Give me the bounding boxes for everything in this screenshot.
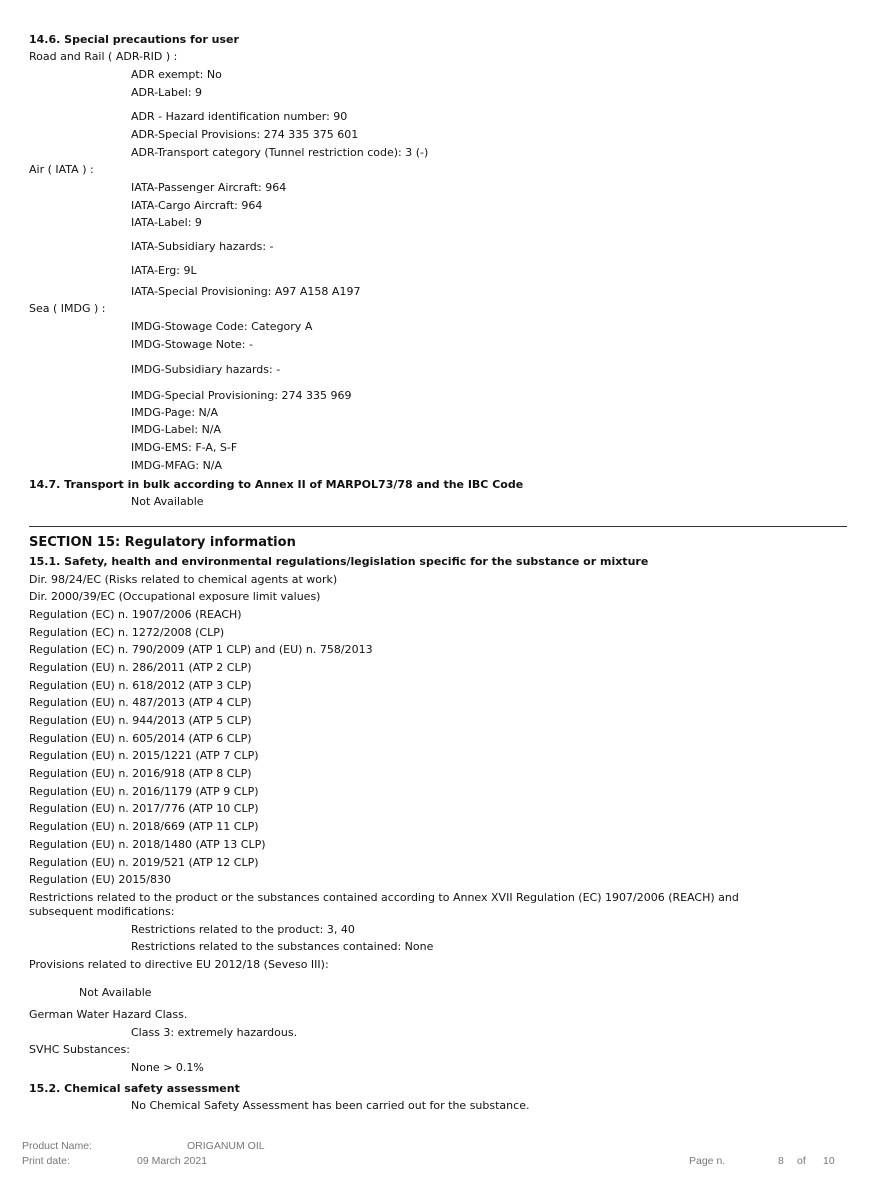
footer-print-label: Print date: bbox=[22, 1155, 70, 1167]
imdg-mfag: IMDG-MFAG: N/A bbox=[131, 459, 223, 472]
section-15-1-title: 15.1. Safety, health and environmental regulations/legislation specific for the substance or mixture bbox=[29, 555, 649, 568]
svhc-label: SVHC Substances: bbox=[29, 1043, 130, 1056]
section-14-7-title: 14.7. Transport in bulk according to Annex II of MARPOL73/78 and the IBC Code bbox=[29, 478, 524, 491]
iata-passenger: IATA-Passenger Aircraft: 964 bbox=[131, 181, 287, 194]
regulation-item: Regulation (EU) n. 618/2012 (ATP 3 CLP) bbox=[29, 679, 252, 692]
regulation-item: Regulation (EU) n. 286/2011 (ATP 2 CLP) bbox=[29, 661, 252, 674]
section-14-7-value: Not Available bbox=[131, 495, 204, 508]
imdg-stowage-note: IMDG-Stowage Note: - bbox=[131, 338, 253, 351]
footer-page-total: 10 bbox=[823, 1155, 835, 1167]
imdg-stowage-code: IMDG-Stowage Code: Category A bbox=[131, 320, 313, 333]
regulation-item: Regulation (EC) n. 790/2009 (ATP 1 CLP) and (EU) n. 758/2013 bbox=[29, 643, 373, 656]
water-hazard-value: Class 3: extremely hazardous. bbox=[131, 1026, 298, 1039]
regulation-item: Regulation (EU) n. 2017/776 (ATP 10 CLP) bbox=[29, 802, 259, 815]
restrictions-text: Restrictions related to the product or the substances contained according to Annex XVII Regulation (EC) 1907/2006 (REACH) and bbox=[29, 891, 739, 904]
regulation-item: Dir. 2000/39/EC (Occupational exposure limit values) bbox=[29, 590, 321, 603]
footer-page-of: of bbox=[797, 1155, 806, 1167]
restrictions-text-cont: subsequent modifications: bbox=[29, 905, 175, 918]
road-rail-label: Road and Rail ( ADR-RID ) : bbox=[29, 50, 178, 63]
adr-label: ADR-Label: 9 bbox=[131, 86, 203, 99]
regulation-item: Regulation (EC) n. 1907/2006 (REACH) bbox=[29, 608, 242, 621]
footer-page-current: 8 bbox=[778, 1155, 784, 1167]
regulation-item: Regulation (EU) n. 2019/521 (ATP 12 CLP) bbox=[29, 856, 259, 869]
footer-page-label: Page n. bbox=[689, 1155, 726, 1167]
iata-special-provisioning: IATA-Special Provisioning: A97 A158 A197 bbox=[131, 285, 361, 298]
svhc-value: None > 0.1% bbox=[131, 1061, 204, 1074]
regulation-item: Regulation (EU) n. 2018/669 (ATP 11 CLP) bbox=[29, 820, 259, 833]
section-15-2-value: No Chemical Safety Assessment has been carried out for the substance. bbox=[131, 1099, 530, 1112]
footer-product-value: ORIGANUM OIL bbox=[187, 1140, 265, 1152]
regulation-item: Regulation (EU) n. 2016/918 (ATP 8 CLP) bbox=[29, 767, 252, 780]
regulation-item: Regulation (EU) n. 944/2013 (ATP 5 CLP) bbox=[29, 714, 252, 727]
imdg-ems: IMDG-EMS: F-A, S-F bbox=[131, 441, 238, 454]
seveso-label: Provisions related to directive EU 2012/18 (Seveso III): bbox=[29, 958, 329, 971]
section-15-title: SECTION 15: Regulatory information bbox=[29, 535, 296, 550]
regulation-item: Regulation (EU) n. 2018/1480 (ATP 13 CLP) bbox=[29, 838, 266, 851]
adr-hazard-id: ADR - Hazard identification number: 90 bbox=[131, 110, 348, 123]
iata-label: IATA-Label: 9 bbox=[131, 216, 202, 229]
regulation-item: Regulation (EU) n. 605/2014 (ATP 6 CLP) bbox=[29, 732, 252, 745]
regulation-item: Regulation (EU) n. 487/2013 (ATP 4 CLP) bbox=[29, 696, 252, 709]
regulation-item: Regulation (EC) n. 1272/2008 (CLP) bbox=[29, 626, 225, 639]
adr-transport-category: ADR-Transport category (Tunnel restriction code): 3 (-) bbox=[131, 146, 429, 159]
iata-erg: IATA-Erg: 9L bbox=[131, 264, 197, 277]
iata-subsidiary: IATA-Subsidiary hazards: - bbox=[131, 240, 274, 253]
air-label: Air ( IATA ) : bbox=[29, 163, 94, 176]
section-14-6-title: 14.6. Special precautions for user bbox=[29, 33, 239, 46]
water-hazard-label: German Water Hazard Class. bbox=[29, 1008, 188, 1021]
restrictions-substances: Restrictions related to the substances contained: None bbox=[131, 940, 434, 953]
iata-cargo: IATA-Cargo Aircraft: 964 bbox=[131, 199, 263, 212]
sea-label: Sea ( IMDG ) : bbox=[29, 302, 106, 315]
regulation-item: Regulation (EU) n. 2015/1221 (ATP 7 CLP) bbox=[29, 749, 259, 762]
imdg-page: IMDG-Page: N/A bbox=[131, 406, 218, 419]
footer-print-value: 09 March 2021 bbox=[137, 1155, 208, 1167]
seveso-value: Not Available bbox=[79, 986, 152, 999]
regulation-item: Dir. 98/24/EC (Risks related to chemical agents at work) bbox=[29, 573, 338, 586]
imdg-special-provisioning: IMDG-Special Provisioning: 274 335 969 bbox=[131, 389, 352, 402]
restrictions-product: Restrictions related to the product: 3, 40 bbox=[131, 923, 355, 936]
adr-special-provisions: ADR-Special Provisions: 274 335 375 601 bbox=[131, 128, 359, 141]
section-divider bbox=[29, 526, 847, 527]
section-15-2-title: 15.2. Chemical safety assessment bbox=[29, 1082, 240, 1095]
regulation-item: Regulation (EU) n. 2016/1179 (ATP 9 CLP) bbox=[29, 785, 259, 798]
footer-product-label: Product Name: bbox=[22, 1140, 93, 1152]
imdg-subsidiary: IMDG-Subsidiary hazards: - bbox=[131, 363, 281, 376]
adr-exempt: ADR exempt: No bbox=[131, 68, 222, 81]
regulation-item: Regulation (EU) 2015/830 bbox=[29, 873, 172, 886]
imdg-label: IMDG-Label: N/A bbox=[131, 423, 222, 436]
